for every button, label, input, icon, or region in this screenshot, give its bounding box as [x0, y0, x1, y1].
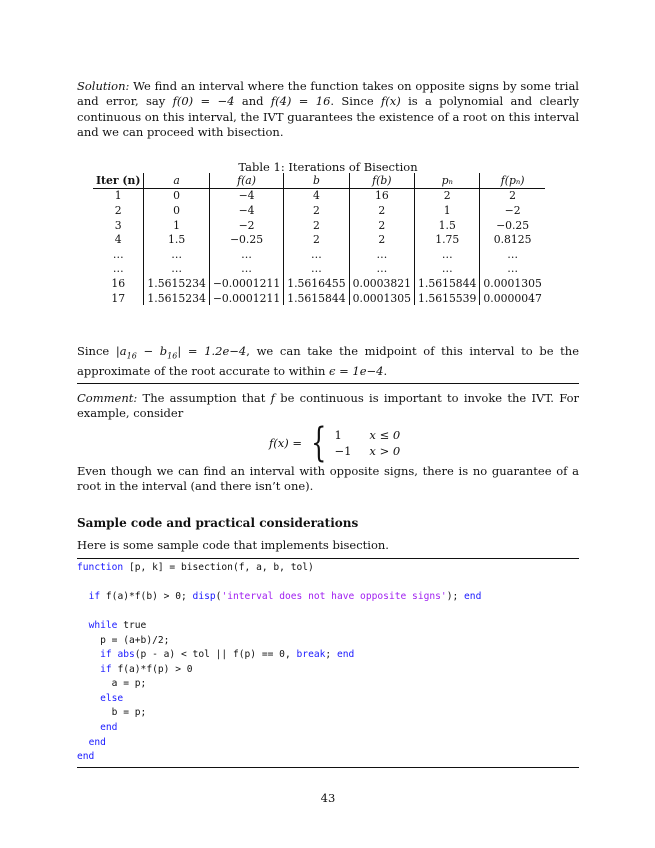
- table-cell: 16: [111, 276, 126, 290]
- table-cell: 2: [349, 232, 414, 247]
- table-cell: …: [112, 262, 124, 276]
- table-cell: …: [144, 262, 209, 277]
- header-fa: f(a): [209, 173, 283, 188]
- code-keyword: while: [88, 620, 118, 632]
- code-text: a = p;: [111, 678, 147, 690]
- solution-fx: f(x): [381, 94, 401, 109]
- table-cell: 1: [415, 203, 480, 218]
- solution-and: and: [234, 94, 271, 109]
- table-cell: 2: [349, 218, 414, 233]
- comment-f: f: [270, 391, 275, 405]
- table-cell: 1: [144, 218, 209, 233]
- table-row: [93, 262, 545, 277]
- table-row: [93, 188, 545, 203]
- code-text: [p, k] = bisection(f, a, b, tol): [123, 562, 314, 573]
- table-cell: 0.0000047: [480, 291, 545, 306]
- code-keyword: end: [88, 736, 106, 748]
- table-cell: 1.5615844: [284, 291, 349, 306]
- code-text: (: [215, 591, 222, 603]
- midpoint-text-2: , we can take the midpoint of this interval to be the approximate of the root accurate to within: [77, 344, 580, 378]
- table-cell: −0.0001211: [209, 276, 283, 291]
- table-cell: 16: [349, 188, 414, 203]
- table-cell: …: [284, 262, 349, 277]
- table-cell: …: [415, 247, 480, 262]
- case1-condition: x ≤ 0: [369, 428, 401, 442]
- table-cell: 2: [114, 203, 122, 217]
- left-brace-icon: {: [311, 420, 327, 466]
- solution-label: Solution:: [77, 79, 130, 93]
- table-cell: 3: [114, 218, 122, 232]
- table-cell: 2: [349, 203, 414, 218]
- case1-value: 1: [334, 428, 342, 442]
- comment-label: Comment:: [77, 391, 138, 405]
- code-keyword: break: [296, 649, 326, 661]
- table-cell: …: [349, 247, 414, 262]
- table-row: [93, 247, 545, 262]
- comment-text-2: be continuous is important to invoke the IVT. For example, consider: [77, 391, 579, 421]
- header-b: b: [284, 173, 349, 188]
- midpoint-paragraph: [77, 344, 579, 379]
- table-cell: …: [480, 262, 545, 277]
- table-cell: 0.0003821: [349, 276, 414, 291]
- table-cell: …: [349, 262, 414, 277]
- piecewise-cases: [334, 428, 400, 458]
- table-cell: 2: [480, 188, 545, 203]
- solution-text-2: . Since: [330, 94, 382, 109]
- table-cell: 1.5: [415, 218, 480, 233]
- code-block: [77, 561, 579, 765]
- midpoint-minus: − b: [136, 344, 168, 358]
- solution-paragraph: [77, 79, 579, 141]
- table-cell: 1.5615234: [144, 291, 209, 306]
- solution-f4: f(4) = 16: [270, 94, 331, 109]
- code-bottom-rule: [77, 767, 579, 768]
- section-intro: Here is some sample code that implements bisection.: [77, 538, 389, 552]
- code-keyword: function: [77, 562, 124, 573]
- code-text: ;: [325, 649, 337, 661]
- table-row: [93, 232, 545, 247]
- table-cell: 1.5615539: [415, 291, 480, 306]
- code-keyword: disp: [192, 591, 216, 603]
- code-keyword: if: [100, 663, 112, 675]
- midpoint-text-3: .: [383, 363, 388, 378]
- code-keyword: end: [336, 649, 355, 661]
- table-cell: …: [209, 247, 283, 262]
- code-keyword: else: [100, 692, 124, 704]
- table-cell: 4: [284, 188, 349, 203]
- code-keyword: end: [77, 751, 95, 763]
- header-a: a: [144, 173, 209, 188]
- table-row: [93, 291, 545, 306]
- table-row: [93, 203, 545, 218]
- table-cell: −0.0001211: [209, 291, 283, 306]
- page-number: 43: [320, 791, 336, 805]
- table-cell: …: [284, 247, 349, 262]
- table-cell: 0.0001305: [480, 276, 545, 291]
- table-cell: …: [415, 262, 480, 277]
- table-cell: −0.25: [480, 218, 545, 233]
- comment-paragraph: [77, 391, 579, 422]
- header-pn: pₙ: [415, 173, 480, 188]
- piecewise-equation: [269, 420, 401, 466]
- midpoint-eps: ϵ = 1e−4: [329, 363, 384, 378]
- code-text: b = p;: [111, 707, 147, 719]
- code-string: 'interval does not have opposite signs': [221, 591, 447, 603]
- table-cell: −0.25: [209, 232, 283, 247]
- solution-text-1: We find an interval where the function takes on opposite signs by some trial and error, say: [77, 79, 579, 109]
- solution-text-3: is a polynomial and clearly continuous on this interval, the IVT guarantees the existence of a root on this interval and we can proceed with bisection.: [77, 94, 579, 140]
- table-cell: …: [144, 247, 209, 262]
- code-keyword: abs: [117, 649, 135, 661]
- midpoint-expr-end: | = 1.2e−4: [177, 344, 247, 358]
- table-cell: …: [112, 247, 124, 261]
- code-top-rule: [77, 558, 579, 559]
- midpoint-sub-a: 16: [126, 351, 137, 361]
- piecewise-lhs: f(x) =: [269, 436, 303, 450]
- code-keyword: if: [100, 649, 112, 661]
- table-cell: 1.5616455: [284, 276, 349, 291]
- bisection-table: [93, 173, 545, 305]
- table-cell: −4: [209, 188, 283, 203]
- table-cell: 2: [284, 203, 349, 218]
- table-cell: …: [480, 247, 545, 262]
- solution-f0: f(0) = −4: [172, 94, 235, 109]
- code-text: f(a)*f(p) > 0: [111, 663, 193, 675]
- header-fb: f(b): [349, 173, 414, 188]
- table-cell: 2: [284, 232, 349, 247]
- table-cell: 1: [114, 189, 122, 203]
- table-caption: Table 1: Iterations of Bisection: [238, 160, 418, 174]
- code-text: f(a)*f(b) > 0;: [100, 591, 193, 603]
- code-keyword: end: [464, 591, 482, 603]
- comment-text-1: The assumption that: [137, 391, 271, 405]
- table-cell: 1.5: [144, 232, 209, 247]
- table-cell: 0: [144, 203, 209, 218]
- midpoint-expr-a: |a: [115, 344, 127, 358]
- table-cell: 0.0001305: [349, 291, 414, 306]
- comment-after-paragraph: Even though we can find an interval with opposite signs, there is no guarantee of a root in the interval (and there isn’t one).: [77, 464, 579, 494]
- header-fpn: f(pₙ): [480, 173, 545, 188]
- table-cell: −2: [480, 203, 545, 218]
- midpoint-expr: [115, 344, 247, 361]
- table-cell: 1.5615844: [415, 276, 480, 291]
- code-keyword: end: [100, 722, 118, 734]
- table-cell: 0: [144, 188, 209, 203]
- section-heading: Sample code and practical considerations: [77, 516, 359, 530]
- table-cell: −4: [209, 203, 283, 218]
- table-cell: 1.75: [415, 232, 480, 247]
- table-row: [93, 276, 545, 291]
- table-cell: 2: [415, 188, 480, 203]
- table-row: [93, 218, 545, 233]
- code-text: true: [117, 620, 147, 632]
- code-text: (p - a) < tol || f(p) == 0,: [134, 649, 297, 661]
- table-header-row: [93, 173, 545, 188]
- table-cell: 2: [284, 218, 349, 233]
- midpoint-text-1: Since: [77, 344, 116, 358]
- table-cell: −2: [209, 218, 283, 233]
- comment-top-rule: [77, 383, 579, 384]
- code-keyword: if: [88, 591, 101, 603]
- table-cell: 17: [111, 291, 126, 305]
- code-text: );: [446, 591, 465, 603]
- table-cell: …: [209, 262, 283, 277]
- table-cell: 0.8125: [480, 232, 545, 247]
- code-text: p = (a+b)/2;: [100, 634, 170, 646]
- case2-condition: x > 0: [369, 444, 401, 458]
- table-cell: 1.5615234: [144, 276, 209, 291]
- midpoint-sub-b: 16: [167, 351, 178, 361]
- case2-value: −1: [334, 444, 352, 458]
- header-iter: Iter (n): [93, 173, 144, 188]
- table-cell: 4: [114, 233, 122, 247]
